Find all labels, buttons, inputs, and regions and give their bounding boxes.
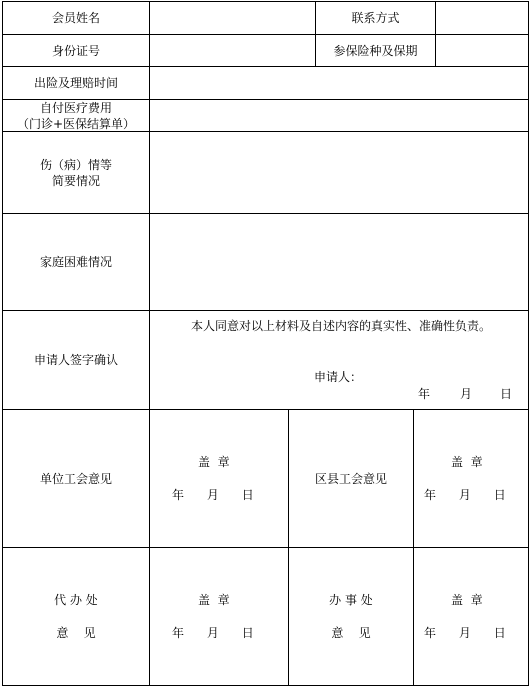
agency-opinion-area[interactable] <box>150 548 288 685</box>
injury-summary-field[interactable] <box>150 132 528 213</box>
contact-label: 联系方式 <box>351 11 400 25</box>
office-opinion-label <box>289 548 413 685</box>
agency-opinion-line2: 意 见 <box>56 626 96 640</box>
applicant-confirmation-area[interactable] <box>150 311 528 409</box>
self-paid-medical-label <box>3 100 149 131</box>
member-name-label: 会员姓名 <box>51 11 100 25</box>
office-opinion-line1: 办 事 处 <box>329 593 373 607</box>
insurance-type-field[interactable] <box>436 35 528 66</box>
family-hardship-field[interactable] <box>150 214 528 310</box>
agency-opinion-label <box>3 548 149 685</box>
office-seal: 盖 章 <box>451 593 483 607</box>
agency-opinion-line1: 代 办 处 <box>54 593 98 607</box>
agency-date: 年 月 日 <box>172 626 254 640</box>
district-union-opinion-area[interactable] <box>414 410 528 547</box>
id-number-label: 身份证号 <box>51 43 100 58</box>
sign-month: 月 <box>460 387 473 401</box>
agency-seal: 盖 章 <box>198 593 230 607</box>
unit-union-opinion-label: 单位工会意见 <box>39 471 112 486</box>
self-paid-medical-label-line2: （门诊+医保结算单） <box>16 116 136 131</box>
self-paid-medical-label-line1: 自付医疗费用 <box>39 100 112 115</box>
office-opinion-line2: 意 见 <box>331 626 371 640</box>
applicant-confirmation-label: 申请人签字确认 <box>33 353 118 367</box>
incident-claim-time-label: 出险及理赔时间 <box>33 76 118 90</box>
district-union-seal: 盖 章 <box>451 455 483 469</box>
unit-union-date: 年 月 日 <box>172 488 254 502</box>
district-union-opinion-label: 区县工会意见 <box>314 471 387 486</box>
applicant-signature-label: 申请人： <box>314 370 363 384</box>
sign-day: 日 <box>500 387 513 401</box>
self-paid-medical-field[interactable] <box>150 100 528 131</box>
unit-union-seal: 盖 章 <box>198 455 230 469</box>
injury-summary-label-line1: 伤（病）情等 <box>39 157 112 172</box>
sign-year: 年 <box>418 387 431 401</box>
border-right <box>528 1 529 686</box>
injury-summary-label-line2: 简要情况 <box>51 173 100 188</box>
responsibility-statement: 本人同意对以上材料及自述内容的真实性、准确性负责。 <box>191 319 492 333</box>
insurance-type-label: 参保险种及保期 <box>333 43 418 58</box>
office-date: 年 月 日 <box>424 626 506 640</box>
member-name-field[interactable] <box>150 2 315 34</box>
incident-claim-time-field[interactable] <box>150 67 528 99</box>
injury-summary-label <box>3 132 149 213</box>
id-number-field[interactable] <box>150 35 315 66</box>
border-bottom <box>2 685 529 686</box>
family-hardship-label: 家庭困难情况 <box>39 255 112 269</box>
unit-union-opinion-area[interactable] <box>150 410 288 547</box>
district-union-date: 年 月 日 <box>424 488 506 502</box>
contact-field[interactable] <box>436 2 528 34</box>
office-opinion-area[interactable] <box>414 548 528 685</box>
